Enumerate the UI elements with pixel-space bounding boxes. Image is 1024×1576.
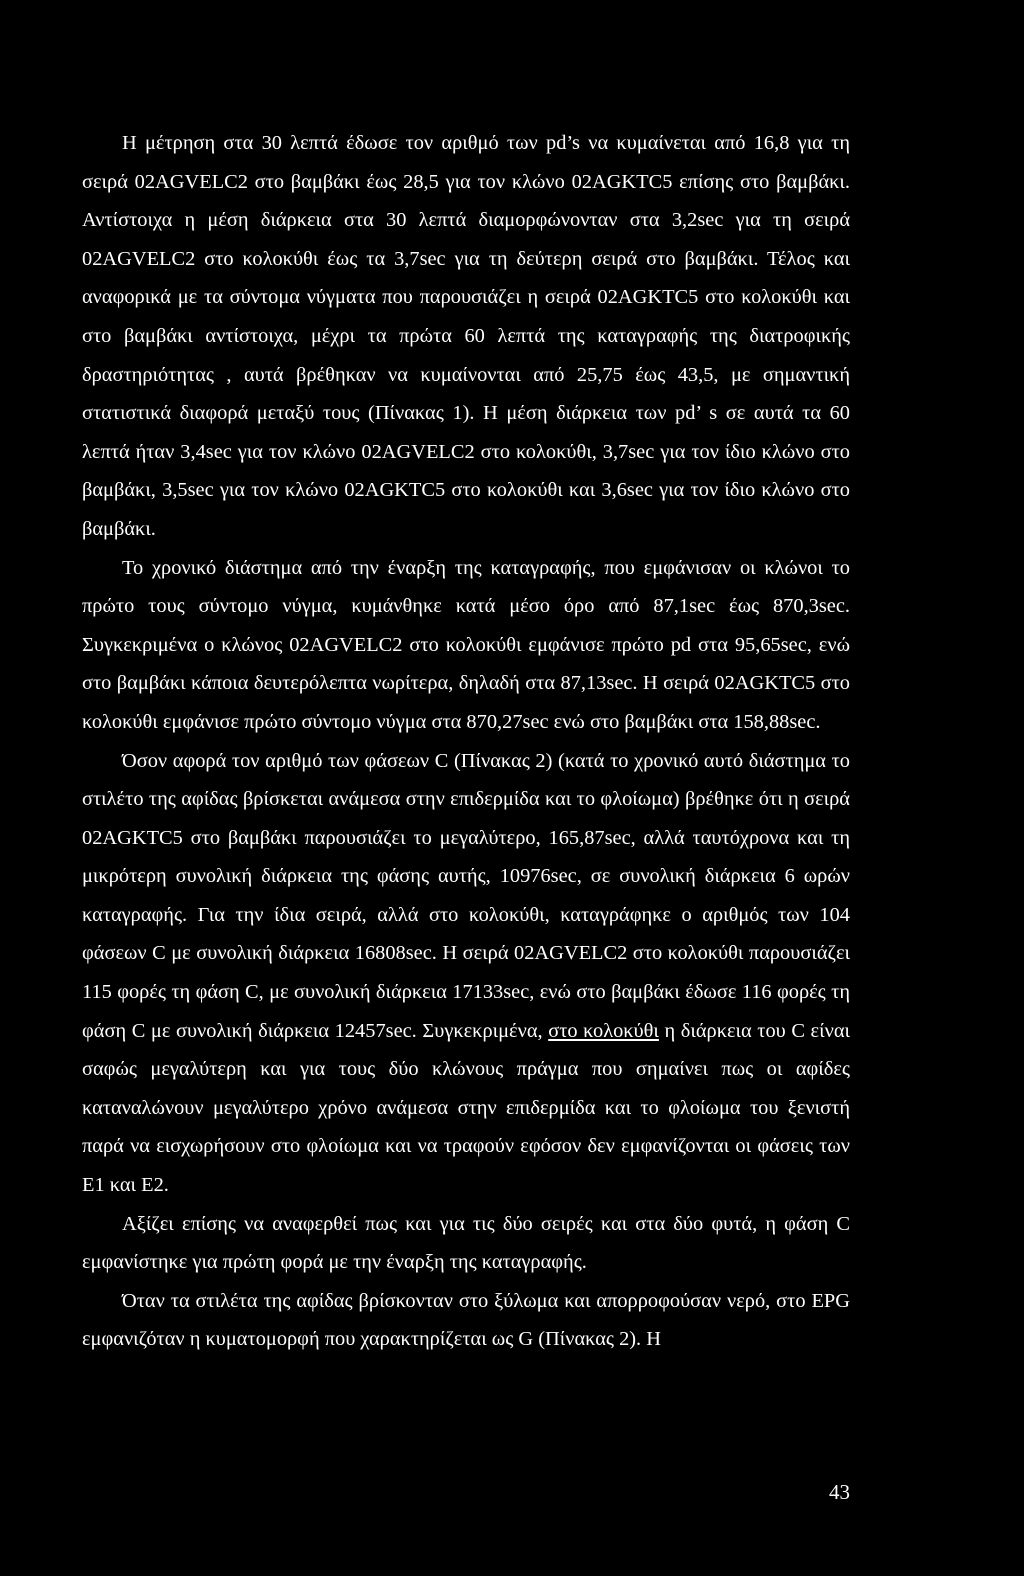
document-body [82, 124, 850, 1359]
underlined-phrase: στο κολοκύθι [548, 1019, 659, 1042]
paragraph-text: Όταν τα στιλέτα της αφίδας βρίσκονταν στο ξύλωμα και απορροφούσαν νερό, στο EPG εμφανιζόταν η κυματομορφή που χαρακτηρίζεται ως G (Πίνακας 2). Η [82, 1289, 850, 1351]
paragraph-phase-c-first [82, 1205, 850, 1282]
page-number: 43 [829, 1480, 850, 1504]
paragraph-text: Αξίζει επίσης να αναφερθεί πως και για τις δύο σειρές και στα δύο φυτά, η φάση C εμφανίστηκε για πρώτη φορά με την έναρξη της καταγραφής. [82, 1212, 850, 1274]
paragraph-xylem-g [82, 1282, 850, 1359]
paragraph-text: Όσον αφορά τον αριθμό των φάσεων C (Πίνακας 2) (κατά το χρονικό αυτό διάστημα το στιλέτο της αφίδας βρίσκεται ανάμεσα στην επιδερμίδα και το φλοίωμα) βρέθηκε ότι η σειρά 02AGKTC5 στο βαμβάκι παρουσιάζει το μεγαλύτερο, 165,87sec, αλλά ταυτόχρονα και τη μικρότερη συνολική διάρκεια της φάσης αυτής, 10976sec, σε συνολική διάρκεια 6 ωρών καταγραφής. Για την ίδια σειρά, αλλά στο κολοκύθι, καταγράφηκε ο αριθμός των 104 φάσεων C με συνολική διάρκεια 16808sec. Η σειρά 02AGVELC2 στο κολοκύθι παρουσιάζει 115 φορές τη φάση C, με συνολική διάρκεια 17133sec, ενώ στο βαμβάκι έδωσε 116 φορές τη φάση C με συνολική διάρκεια 12457sec. Συγκεκριμένα, [82, 749, 850, 1042]
paragraph-text-continued: η διάρκεια του C είναι σαφώς μεγαλύτερη και για τους δύο κλώνους πράγμα που σημαίνει πως οι αφίδες καταναλώνουν μεγαλύτερο χρόνο ανάμεσα στην επιδερμίδα και το φλοίωμα του ξενιστή παρά να εισχωρήσουν στο φλοίωμα και να τραφούν εφόσον δεν εμφανίζονται οι φάσεις των Ε1 και Ε2. [82, 1019, 850, 1197]
paragraph-text: Η μέτρηση στα 30 λεπτά έδωσε τον αριθμό των pd’s να κυμαίνεται από 16,8 για τη σειρά 02AGVELC2 στο βαμβάκι έως 28,5 για τον κλώνο 02AGKTC5 επίσης στο βαμβάκι. Αντίστοιχα η μέση διάρκεια στα 30 λεπτά διαμορφώνονταν στα 3,2sec για τη σειρά 02AGVELC2 στο κολοκύθι έως τα 3,7sec για τη δεύτερη σειρά στο βαμβάκι. Τέλος και αναφορικά με τα σύντομα νύγματα που παρουσιάζει η σειρά 02AGKTC5 στο κολοκύθι και στο βαμβάκι αντίστοιχα, μέχρι τα πρώτα 60 λεπτά της καταγραφής της διατροφικής δραστηριότητας , αυτά βρέθηκαν να κυμαίνονται από 25,75 έως 43,5, με σημαντική στατιστικά διαφορά μεταξύ τους (Πίνακας 1). Η μέση διάρκεια των pd’ s σε αυτά τα 60 λεπτά ήταν 3,4sec για τον κλώνο 02AGVELC2 στο κολοκύθι, 3,7sec για τον ίδιο κλώνο στο βαμβάκι, 3,5sec για τον κλώνο 02AGKTC5 στο κολοκύθι και 3,6sec για τον ίδιο κλώνο στο βαμβάκι. [82, 132, 850, 540]
paragraph-pd-measurements [82, 124, 850, 549]
paragraph-first-pd-time [82, 549, 850, 742]
paragraph-text: Το χρονικό διάστημα από την έναρξη της καταγραφής, που εμφάνισαν οι κλώνοι το πρώτο τους σύντομο νύγμα, κυμάνθηκε κατά μέσο όρο από 87,1sec έως 870,3sec. Συγκεκριμένα ο κλώνος 02AGVELC2 στο κολοκύθι εμφάνισε πρώτο pd στα 95,65sec, ενώ στο βαμβάκι κάποια δευτερόλεπτα νωρίτερα, δηλαδή στα 87,13sec. Η σειρά 02AGKTC5 στο κολοκύθι εμφάνισε πρώτο σύντομο νύγμα στα 870,27sec ενώ στο βαμβάκι στα 158,88sec. [82, 556, 850, 733]
paragraph-phase-c [82, 742, 850, 1205]
